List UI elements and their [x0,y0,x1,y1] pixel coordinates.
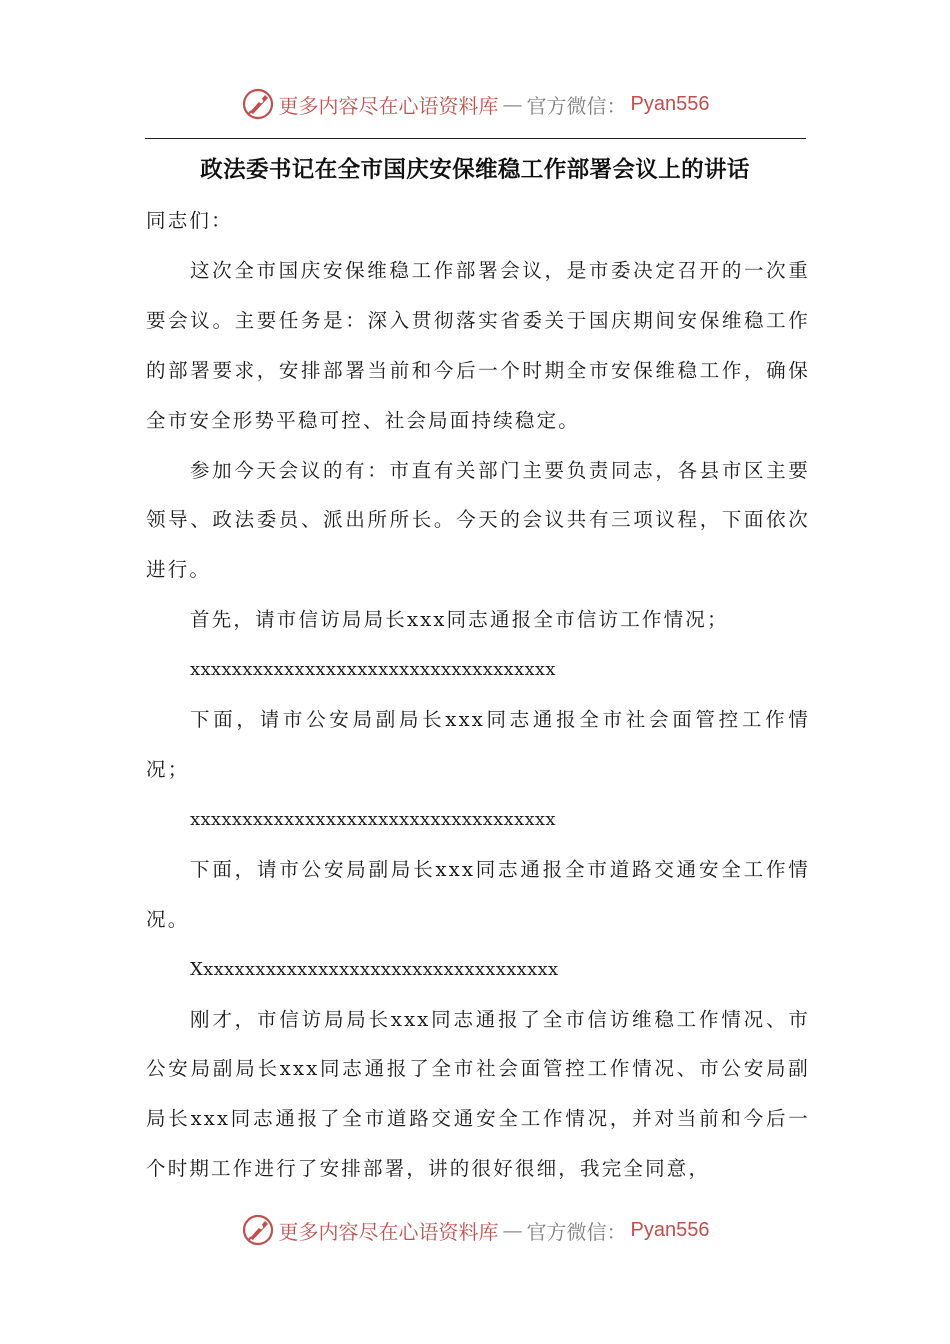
document-title: 政法委书记在全市国庆安保维稳工作部署会议上的讲话 [200,157,750,183]
agenda-item: 首先，请市信访局局长xxx同志通报全市信访工作情况； [190,608,729,632]
header-divider [145,138,806,139]
placeholder-line: xxxxxxxxxxxxxxxxxxxxxxxxxxxxxxxxxxx [190,808,556,830]
agenda-item: 下面，请市公安局副局长xxx同志通报全市社会面管控工作情况； [146,708,810,781]
placeholder-line: xxxxxxxxxxxxxxxxxxxxxxxxxxxxxxxxxxx [190,659,556,681]
banner-wechat-label: 官方微信： [526,93,627,118]
body-paragraph: 刚才，市信访局局长xxx同志通报了全市信访维稳工作情况、市公安局副局长xxx同志通报了全市社会面管控工作情况、市公安局副局长xxx同志通报了全市道路交通安全工作情况，并对当前和今后一个时期工作进行了安排部署，讲的很好很细，我完全同意， [146,1007,810,1181]
document-body [146,196,810,1194]
body-paragraph: 这次全市国庆安保维稳工作部署会议，是市委决定召开的一次重要会议。主要任务是：深入贯彻落实省委关于国庆期间安保维稳工作的部署要求，安排部署当前和今后一个时期全市安保维稳工作，确保全市安全形势平稳可控、社会局面持续稳定。 [146,258,810,432]
agenda-item: 下面，请市公安局副局长xxx同志通报全市道路交通安全工作情况。 [146,857,810,931]
quill-pen-logo-icon [241,87,275,121]
salutation: 同志们： [146,209,233,232]
banner-wechat-id: Pyan556 [630,92,710,115]
banner-brand-text: 更多内容尽在心语资料库 [278,93,499,118]
footer-banner [0,1210,950,1250]
quill-pen-logo-icon [241,1213,275,1247]
header-banner [0,84,950,124]
banner-wechat-id: Pyan556 [630,1218,710,1241]
placeholder-line: Xxxxxxxxxxxxxxxxxxxxxxxxxxxxxxxxxxx [190,958,559,980]
banner-brand-text: 更多内容尽在心语资料库 [278,1219,499,1244]
banner-dash: — [502,1218,523,1242]
body-paragraph: 参加今天会议的有：市直有关部门主要负责同志，各县市区主要领导、政法委员、派出所所长。今天的会议共有三项议程，下面依次进行。 [146,458,810,582]
banner-dash: — [502,92,523,116]
banner-wechat-label: 官方微信： [526,1219,627,1244]
